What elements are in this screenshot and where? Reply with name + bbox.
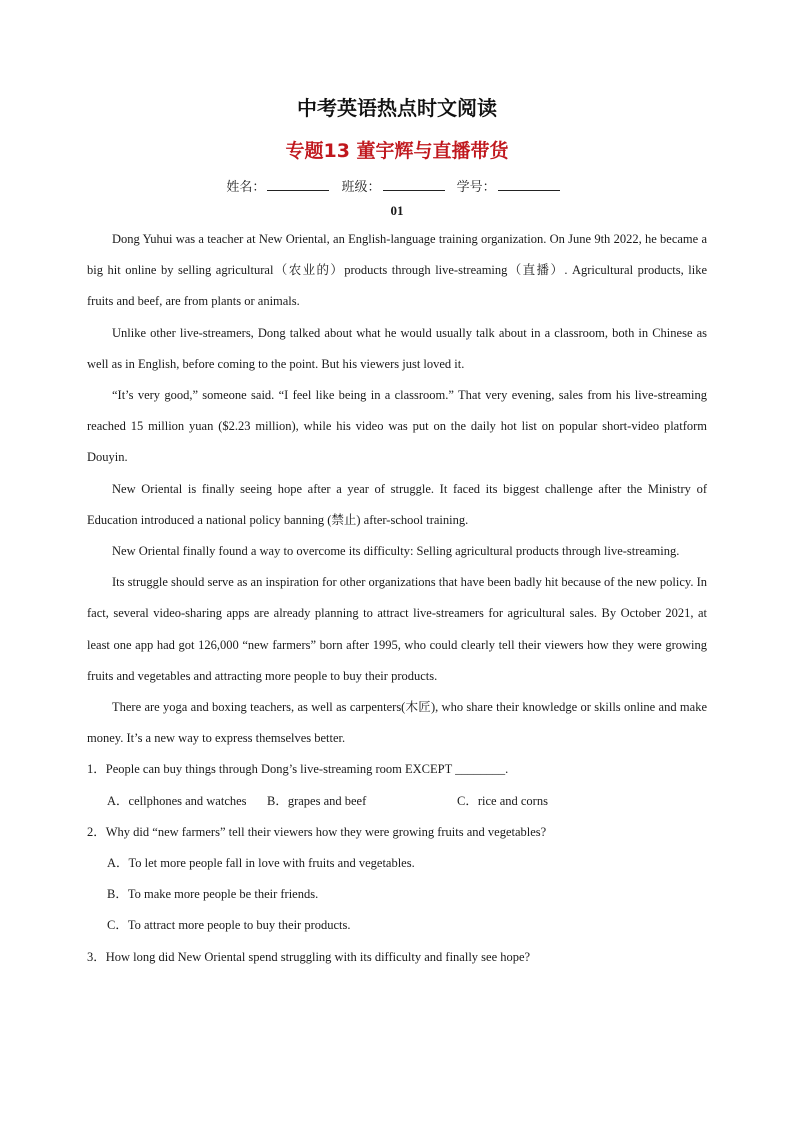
question-1-option-c: C．rice and corns xyxy=(457,793,548,808)
reading-body xyxy=(87,224,707,973)
question-1-option-a: A．cellphones and watches xyxy=(107,793,247,808)
id-label: 学号： xyxy=(456,180,496,195)
name-blank xyxy=(267,177,329,191)
passage-paragraph: There are yoga and boxing teachers, as well as carpenters(木匠), who share their knowledge or skills online and make money. It’s a new way to express themselves better. xyxy=(87,700,707,746)
name-label: 姓名： xyxy=(226,180,266,195)
id-blank xyxy=(498,177,560,191)
question-2-option-b: B．To make more people be their friends. xyxy=(107,887,319,902)
question-1: 1．People can buy things through Dong’s live-streaming room EXCEPT ________. xyxy=(87,762,509,777)
passage-paragraph: “It’s very good,” someone said. “I feel like being in a classroom.” That very evening, sales from his live-streaming reached 15 million yuan ($2.23 million), while his video was put on the daily hot list on popular short-video platform Douyin. xyxy=(87,388,707,465)
question-2-option-a: A．To let more people fall in love with fruits and vegetables. xyxy=(107,856,415,871)
question-1-options xyxy=(87,786,707,817)
passage-paragraph: Its struggle should serve as an inspiration for other organizations that have been badly hit because of the new policy. In fact, several video-sharing apps are already planning to attract live-streamers for agricultural sales. By October 2021, at least one app had got 126,000 “new farmers” born after 1995, who could clearly tell their viewers how they were growing fruits and vegetables and attracting more people to buy their products. xyxy=(87,575,707,683)
passage-paragraph: Dong Yuhui was a teacher at New Oriental, an English-language training organization. On June 9th 2022, he became a big hit online by selling agricultural（农业的）products through live-streaming（直播）. Agricultural products, like fruits and beef, are from plants or animals. xyxy=(87,232,707,309)
section-number: 01 xyxy=(390,203,404,218)
class-label: 班级： xyxy=(341,180,381,195)
topic-subtitle: 专题13 董宇辉与直播带货 xyxy=(285,140,509,162)
passage-paragraph: New Oriental is finally seeing hope after a year of struggle. It faced its biggest challenge after the Ministry of Education introduced a national policy banning (禁止) after-school training. xyxy=(87,481,707,527)
question-2: 2．Why did “new farmers” tell their viewers how they were growing fruits and vegetables? xyxy=(87,824,547,839)
passage-paragraph: New Oriental finally found a way to overcome its difficulty: Selling agricultural products through live-streaming. xyxy=(112,544,680,559)
page-title: 中考英语热点时文阅读 xyxy=(297,96,497,120)
passage-paragraph: Unlike other live-streamers, Dong talked about what he would usually talk about in a classroom, both in Chinese as well as in English, before coming to the point. But his viewers just loved it. xyxy=(87,325,707,371)
question-3: 3．How long did New Oriental spend struggling with its difficulty and finally see hope? xyxy=(87,949,531,964)
question-2-option-c: C．To attract more people to buy their products. xyxy=(107,918,351,933)
student-info-line xyxy=(0,176,794,195)
class-blank xyxy=(383,177,445,191)
question-1-option-b: B．grapes and beef xyxy=(267,793,367,808)
